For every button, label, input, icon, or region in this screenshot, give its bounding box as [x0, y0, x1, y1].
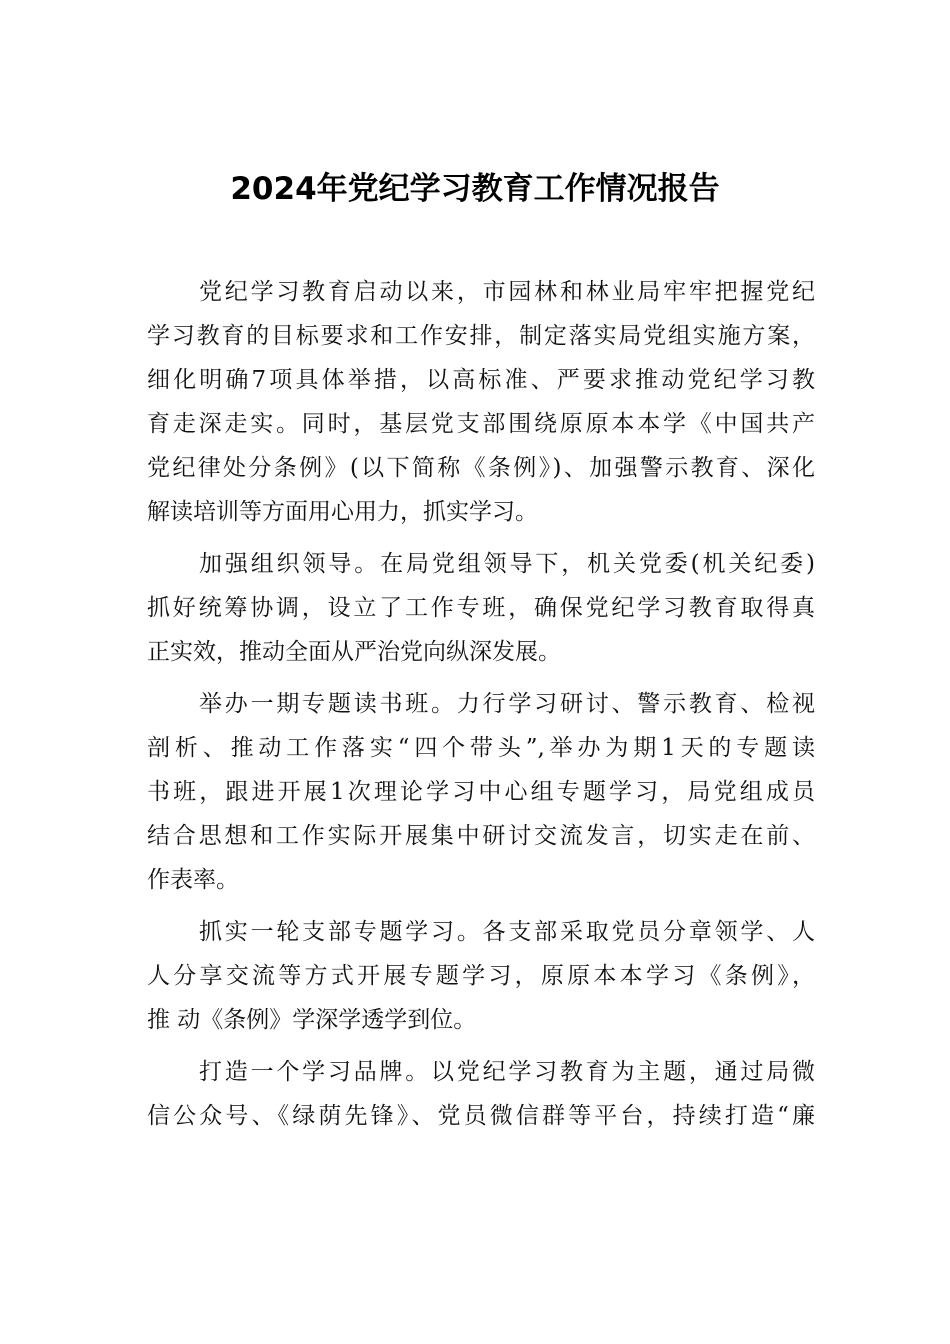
paragraph-organization	[147, 542, 815, 674]
text-line: 剖析、推动工作落实“四个带头”,举办为期1天的专题读	[147, 735, 815, 761]
text-line: 加强组织领导。在局党组领导下，机关党委(机关纪委)	[199, 551, 815, 577]
text-line: 书班，跟进开展1次理论学习中心组专题学习，局党组成员	[147, 779, 815, 805]
text-line: 信公众号、《绿荫先锋》、党员微信群等平台，持续打造“廉	[147, 1103, 815, 1129]
text-line: 党纪律处分条例》(以下简称《条例》)、加强警示教育、深化	[147, 455, 815, 481]
text-line: 打造一个学习品牌。以党纪学习教育为主题，通过局微	[199, 1059, 815, 1085]
document-title: 2024年党纪学习教育工作情况报告	[230, 171, 720, 207]
text-line: 举办一期专题读书班。力行学习研讨、警示教育、检视	[199, 691, 815, 717]
text-line: 作表率。	[147, 867, 239, 893]
text-line: 正实效，推动全面从严治党向纵深发展。	[147, 639, 561, 665]
paragraph-intro	[147, 270, 815, 534]
text-line: 推 动《条例》学深学透学到位。	[147, 1007, 477, 1033]
paragraph-brand	[147, 1050, 815, 1138]
text-line: 学习教育的目标要求和工作安排，制定落实局党组实施方案，	[147, 323, 815, 349]
text-line: 党纪学习教育启动以来，市园林和林业局牢牢把握党纪	[199, 279, 815, 305]
paragraph-reading-class	[147, 682, 815, 902]
text-line: 人分享交流等方式开展专题学习，原原本本学习《条例》，	[147, 963, 815, 989]
text-line: 结合思想和工作实际开展集中研讨交流发言，切实走在前、	[147, 823, 815, 849]
document-body	[147, 270, 815, 1146]
text-line: 抓好统筹协调，设立了工作专班，确保党纪学习教育取得真	[147, 595, 815, 621]
text-line: 抓实一轮支部专题学习。各支部采取党员分章领学、人	[199, 919, 815, 945]
text-line: 细化明确7项具体举措，以高标准、严要求推动党纪学习教	[147, 367, 815, 393]
paragraph-branch-study	[147, 910, 815, 1042]
text-line: 解读培训等方面用心用力，抓实学习。	[147, 499, 538, 525]
text-line: 育走深走实。同时，基层党支部围绕原原本本学《中国共产	[147, 411, 815, 437]
